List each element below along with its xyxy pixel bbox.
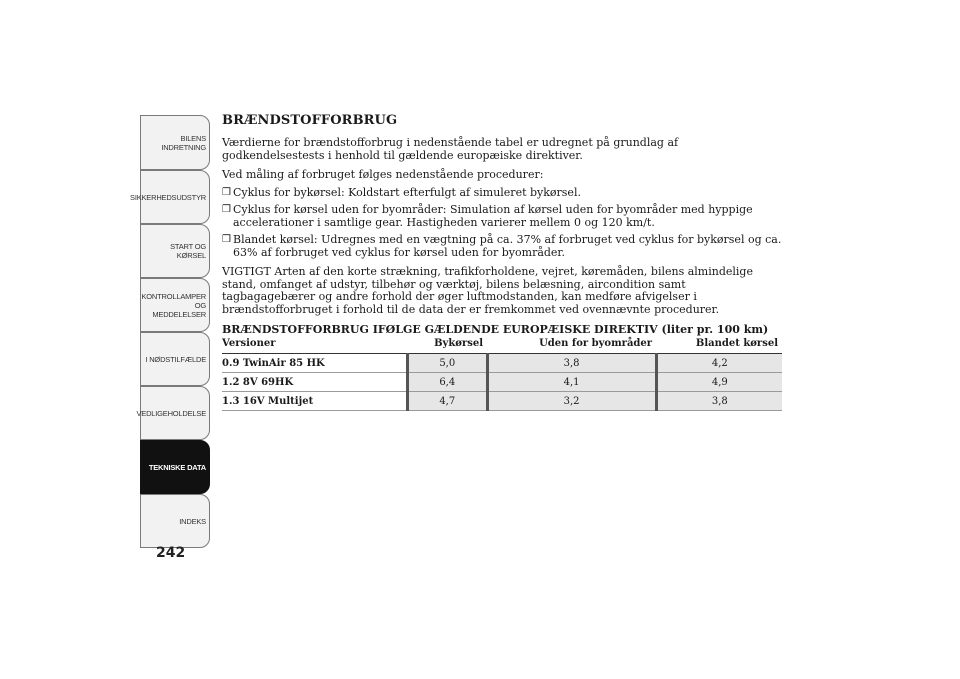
tab-label: KONTROLLAMPER OG MEDDELELSER xyxy=(141,291,206,319)
table-header-row xyxy=(222,337,782,354)
table-cell: 5,0 xyxy=(408,354,488,373)
main-content xyxy=(222,113,782,411)
table-cell: 3,8 xyxy=(487,354,656,373)
table-cell: 3,2 xyxy=(487,392,656,411)
list-item: ❒ Cyklus for bykørsel: Koldstart efterfulgt af simuleret bykørsel. xyxy=(222,185,581,199)
procedure-list xyxy=(222,187,782,260)
fuel-consumption-table xyxy=(222,337,782,411)
intro-paragraph: Værdierne for brændstofforbrug i nedenstående tabel er udregnet på grundlag af godkendelsestests i henhold til gældende europæiske direktiver. xyxy=(222,136,679,162)
table-title: BRÆNDSTOFFORBRUG IFØLGE GÆLDENDE EUROPÆISKE DIREKTIV (liter pr. 100 km) xyxy=(222,323,769,336)
tab-bilens-indretning[interactable] xyxy=(140,115,210,170)
table-cell: 4,7 xyxy=(408,392,488,411)
column-header: Versioner xyxy=(222,337,408,354)
procedure-intro: Ved måling af forbruget følges nedenstående procedurer: xyxy=(222,168,544,181)
tab-label: SIKKERHEDSUDSTYR xyxy=(130,192,206,202)
tab-tekniske-data[interactable] xyxy=(140,440,210,494)
tab-label: VEDLIGEHOLDELSE xyxy=(136,408,206,418)
table-row xyxy=(222,354,782,373)
tab-label: I NØDSTILFÆLDE xyxy=(145,354,206,364)
list-item: ❒ Cyklus for kørsel uden for byområder: Simulation af kørsel uden for byområder med hyppige accelerationer i samtlige gear. Hastigheden varierer mellem 0 og 120 km/t. xyxy=(222,203,753,229)
column-header: Blandet kørsel xyxy=(656,337,782,354)
checkbox-bullet-icon: ❒ xyxy=(222,186,231,198)
table-cell: 4,9 xyxy=(656,373,782,392)
tab-vedligeholdelse[interactable] xyxy=(136,386,210,440)
tab-indeks[interactable] xyxy=(140,494,210,548)
tab-label: START OG KØRSEL xyxy=(170,242,206,260)
tab-label: BILENS INDRETNING xyxy=(161,133,206,152)
table-cell: 0.9 TwinAir 85 HK xyxy=(222,354,408,373)
table-cell: 1.3 16V Multijet xyxy=(222,392,408,411)
tab-label: INDEKS xyxy=(179,516,206,526)
list-item: ❒ Blandet kørsel: Udregnes med en vægtning på ca. 37% af forbruget ved cyklus for bykørsel og ca. 63% af forbruget ved cyklus for kørsel uden for byområder. xyxy=(222,233,782,259)
page-number: 242 xyxy=(156,545,186,561)
table-cell: 4,1 xyxy=(487,373,656,392)
tab-i-nodstilfaelde[interactable] xyxy=(140,332,210,386)
table-cell: 4,2 xyxy=(656,354,782,373)
checkbox-bullet-icon: ❒ xyxy=(222,234,231,245)
table-row xyxy=(222,392,782,411)
column-header: Uden for byområder xyxy=(487,337,656,354)
page-title: BRÆNDSTOFFORBRUG xyxy=(222,113,398,128)
important-note: VIGTIGT Arten af den korte strækning, trafikforholdene, vejret, køremåden, bilens almindelige stand, omfanget af udstyr, tilbehør og værktøj, bilens belæsning, aircondition samt tagbagagebærer og andre forhold der øger luftmodstanden, kan medføre afvigelser i brændstofforbruget i forhold til de data der er fremkommet ved ovennævnte procedurer. xyxy=(222,265,753,316)
side-navigation xyxy=(130,115,211,548)
table-cell: 6,4 xyxy=(408,373,488,392)
table-row xyxy=(222,373,782,392)
tab-label: TEKNISKE DATA xyxy=(148,462,206,472)
tab-sikkerhedsudstyr[interactable] xyxy=(130,170,210,224)
tab-start-og-korsel[interactable] xyxy=(140,224,210,278)
tab-kontrollamper[interactable] xyxy=(140,278,210,332)
table-cell: 3,8 xyxy=(656,392,782,411)
table-cell: 1.2 8V 69HK xyxy=(222,373,408,392)
checkbox-bullet-icon: ❒ xyxy=(222,204,231,215)
column-header: Bykørsel xyxy=(408,337,488,354)
